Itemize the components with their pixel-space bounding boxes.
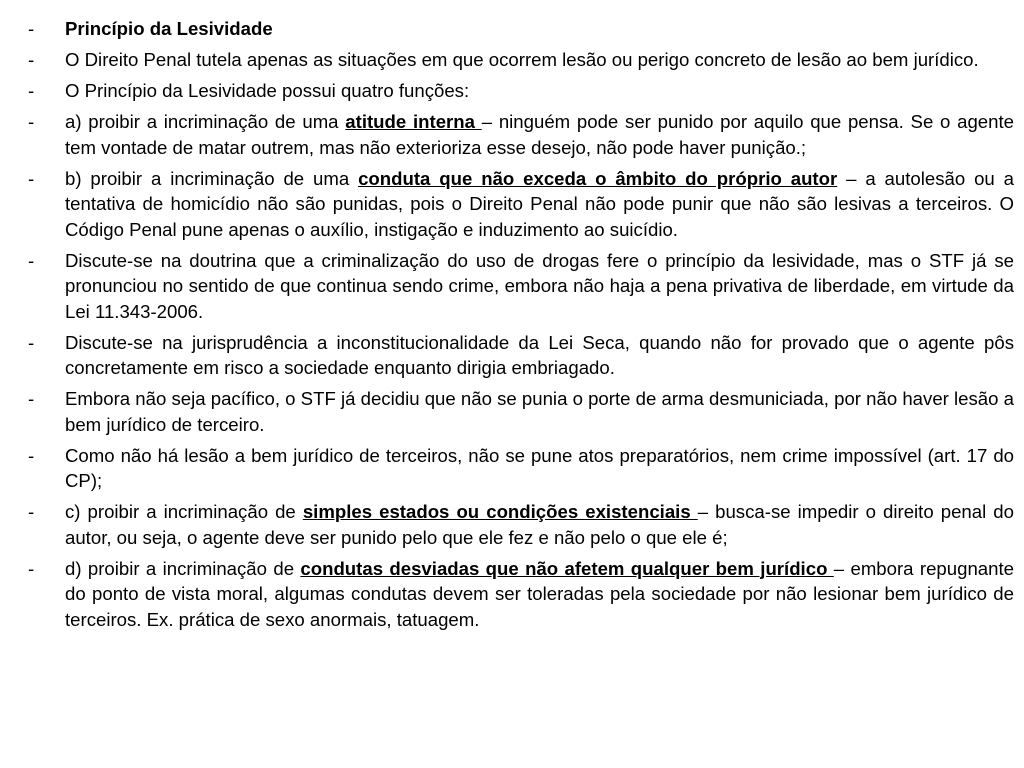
bullet-text	[65, 109, 1014, 160]
bullet-item	[28, 16, 1014, 42]
text-run: – ninguém pode ser punido por aquilo que pensa. Se o agente tem vontade de matar outrem, mas não exterioriza esse desejo, não pode haver punição.;	[65, 111, 1014, 158]
emphasized-term: simples estados ou condições existenciais	[302, 501, 698, 522]
text-run: O Princípio da Lesividade possui quatro funções:	[65, 80, 470, 101]
emphasized-term: condutas desviadas que não afetem qualquer bem jurídico	[300, 557, 834, 579]
text-run: b) proibir a incriminação de uma	[65, 167, 359, 189]
text-run: c) proibir a incriminação de	[65, 501, 303, 522]
text-run: O Direito Penal tutela apenas as situações em que ocorrem lesão ou perigo concreto de lesão ao bem jurídico.	[65, 49, 979, 70]
slide-content	[28, 16, 1014, 638]
bullet-text	[65, 386, 1014, 437]
bullet-dash: -	[28, 501, 35, 522]
bullet-item	[28, 248, 1014, 325]
emphasized-term: conduta que não exceda o âmbito do próprio autor	[358, 167, 838, 189]
bullet-text	[65, 556, 1014, 633]
bullet-text	[65, 499, 1014, 550]
bullet-item	[28, 556, 1014, 633]
text-run: Como não há lesão a bem jurídico de terceiros, não se pune atos preparatórios, nem crime impossível (art. 17 do CP);	[65, 444, 1014, 491]
bullet-text	[65, 443, 1014, 494]
bullet-dash: -	[28, 388, 35, 409]
bullet-item	[28, 166, 1014, 243]
bullet-item	[28, 330, 1014, 381]
bullet-text	[65, 78, 1014, 104]
bullet-item	[28, 109, 1014, 160]
bullet-text	[65, 248, 1014, 325]
bullet-item	[28, 443, 1014, 494]
emphasized-term: atitude interna	[345, 111, 482, 132]
bullet-item	[28, 386, 1014, 437]
bullet-item	[28, 78, 1014, 104]
section-heading: Princípio da Lesividade	[65, 18, 273, 39]
bullet-dash: -	[28, 49, 35, 70]
bullet-dash: -	[28, 331, 35, 353]
bullet-dash: -	[28, 18, 35, 39]
bullet-dash: -	[28, 111, 35, 132]
text-run: Discute-se na jurisprudência a inconstitucionalidade da Lei Seca, quando não for provado que o agente pôs concretamente em risco a sociedade enquanto dirigia embriagado.	[65, 331, 1014, 378]
bullet-dash: -	[28, 444, 35, 466]
text-run: – busca-se impedir o direito penal do autor, ou seja, o agente deve ser punido pelo que ele fez e não pelo o que ele é;	[65, 501, 1014, 548]
bullet-item	[28, 499, 1014, 550]
bullet-dash: -	[28, 167, 35, 189]
text-run: a) proibir a incriminação de uma	[65, 111, 346, 132]
bullet-text	[65, 166, 1014, 243]
text-run: – embora repugnante do ponto de vista moral, algumas condutas devem ser toleradas pela sociedade por não lesionar bem jurídico de terceiros. Ex. prática de sexo anormais, tatuagem.	[65, 557, 1014, 630]
text-run: d) proibir a incriminação de	[65, 557, 301, 579]
bullet-dash: -	[28, 249, 35, 271]
text-run: – a autolesão ou a tentativa de homicídio não são punidas, pois o Direito Penal não pode punir que não são lesivas a terceiros. O Código Penal pune apenas o auxílio, instigação e induzimento ao suicídio.	[65, 167, 1014, 240]
bullet-text	[65, 47, 1014, 73]
bullet-text	[65, 16, 1014, 42]
text-run: Embora não seja pacífico, o STF já decidiu que não se punia o porte de arma desmuniciada, por não haver lesão a bem jurídico de terceiro.	[65, 388, 1014, 435]
bullet-text	[65, 330, 1014, 381]
bullet-item	[28, 47, 1014, 73]
bullet-dash: -	[28, 557, 35, 579]
text-run: Discute-se na doutrina que a criminalização do uso de drogas fere o princípio da lesividade, mas o STF já se pronunciou no sentido de que continua sendo crime, embora não haja a pena privativa de liberdade, em virtude da Lei 11.343-2006.	[65, 249, 1014, 322]
bullet-dash: -	[28, 80, 35, 101]
